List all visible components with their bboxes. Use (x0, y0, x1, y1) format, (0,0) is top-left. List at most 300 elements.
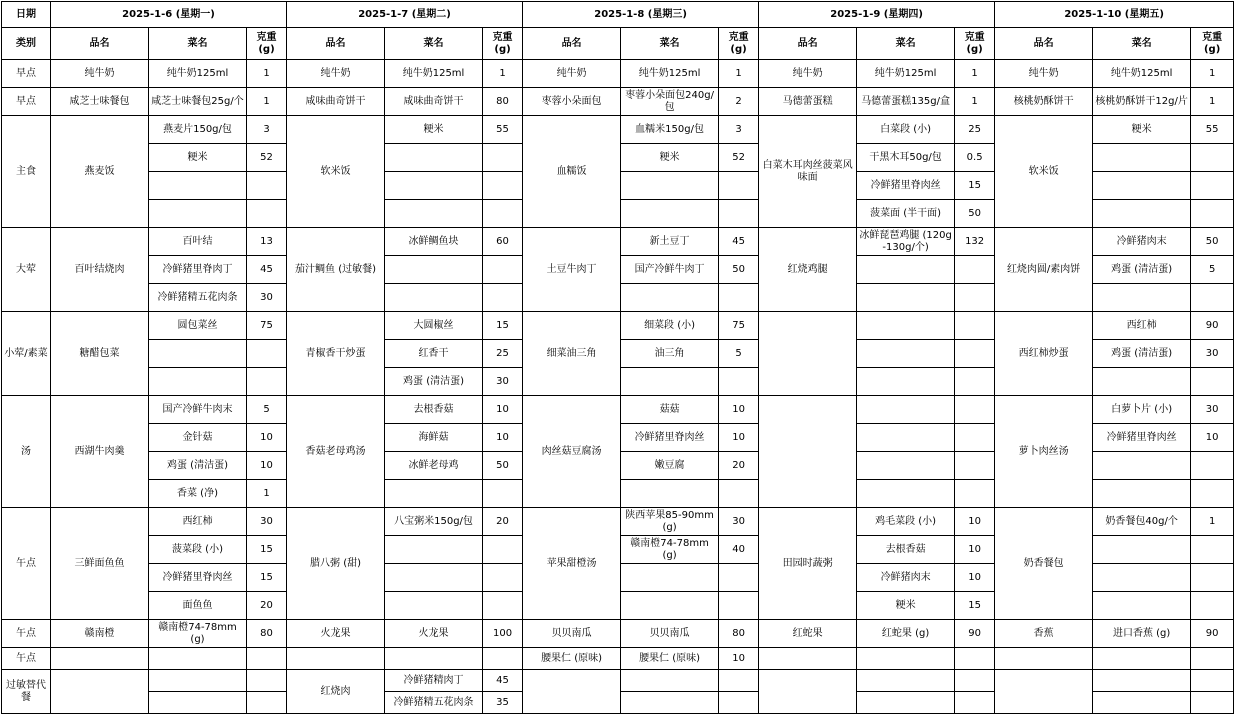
ingredient-weight: 3 (247, 116, 287, 144)
ingredient-name (857, 368, 955, 396)
ingredient-weight (1191, 648, 1234, 670)
ingredient-weight: 15 (955, 172, 995, 200)
ingredient-weight (483, 144, 523, 172)
category-label: 主食 (2, 116, 51, 228)
weight-header: 克重 (g) (955, 28, 995, 60)
ingredient-name: 细菜段 (小) (621, 312, 719, 340)
ingredient-weight: 10 (955, 564, 995, 592)
ingredient-weight: 50 (483, 452, 523, 480)
dish-name: 香蕉 (995, 620, 1093, 648)
ingredient-weight: 5 (1191, 256, 1234, 284)
ingredient-name (621, 368, 719, 396)
ingredient-weight: 5 (247, 396, 287, 424)
dish-name: 血糯饭 (523, 116, 621, 228)
ingredient-weight: 90 (1191, 312, 1234, 340)
category-label: 小荤/素菜 (2, 312, 51, 396)
dish-name (995, 648, 1093, 670)
ingredient-weight: 45 (483, 670, 523, 692)
ingredient-header: 菜名 (621, 28, 719, 60)
ingredient-weight (1191, 200, 1234, 228)
ingredient-name: 马德蕾蛋糕135g/盒 (857, 88, 955, 116)
ingredient-weight: 45 (247, 256, 287, 284)
ingredient-weight (483, 564, 523, 592)
ingredient-weight (955, 340, 995, 368)
ingredient-name (1093, 144, 1191, 172)
dish-name: 核桃奶酥饼干 (995, 88, 1093, 116)
dish-name: 腰果仁 (原味) (523, 648, 621, 670)
ingredient-weight: 80 (483, 88, 523, 116)
ingredient-weight (955, 368, 995, 396)
ingredient-name: 去根香菇 (857, 536, 955, 564)
dish-name: 香菇老母鸡汤 (287, 396, 385, 508)
ingredient-weight: 30 (483, 368, 523, 396)
ingredient-name (149, 368, 247, 396)
ingredient-name: 去根香菇 (385, 396, 483, 424)
ingredient-name (857, 396, 955, 424)
ingredient-weight: 10 (483, 424, 523, 452)
dish-name: 纯牛奶 (51, 60, 149, 88)
ingredient-name: 燕麦片150g/包 (149, 116, 247, 144)
ingredient-header: 菜名 (385, 28, 483, 60)
ingredient-name (149, 692, 247, 714)
weight-header: 克重 (g) (483, 28, 523, 60)
ingredient-name: 核桃奶酥饼干12g/片 (1093, 88, 1191, 116)
category-header: 类别 (2, 28, 51, 60)
ingredient-name (149, 648, 247, 670)
ingredient-weight (1191, 480, 1234, 508)
dish-name: 红烧肉圆/素肉饼 (995, 228, 1093, 312)
ingredient-weight: 10 (955, 508, 995, 536)
ingredient-name: 面鱼鱼 (149, 592, 247, 620)
ingredient-name (857, 284, 955, 312)
ingredient-name (149, 172, 247, 200)
ingredient-name: 国产冷鲜牛肉末 (149, 396, 247, 424)
ingredient-weight (483, 284, 523, 312)
ingredient-weight: 10 (483, 396, 523, 424)
ingredient-weight (719, 564, 759, 592)
ingredient-header: 菜名 (1093, 28, 1191, 60)
ingredient-weight: 10 (719, 396, 759, 424)
ingredient-name: 冰鲜老母鸡 (385, 452, 483, 480)
dish-name: 茄汁鲷鱼 (过敏餐) (287, 228, 385, 312)
ingredient-weight (483, 648, 523, 670)
ingredient-name: 干黑木耳50g/包 (857, 144, 955, 172)
ingredient-weight: 20 (483, 508, 523, 536)
ingredient-weight: 100 (483, 620, 523, 648)
ingredient-weight (1191, 368, 1234, 396)
dish-name: 火龙果 (287, 620, 385, 648)
ingredient-weight: 1 (719, 60, 759, 88)
ingredient-weight: 45 (719, 228, 759, 256)
ingredient-name (385, 200, 483, 228)
ingredient-weight (955, 312, 995, 340)
ingredient-name: 咸味曲奇饼干 (385, 88, 483, 116)
ingredient-weight: 20 (719, 452, 759, 480)
ingredient-weight (247, 648, 287, 670)
ingredient-name: 腰果仁 (原味) (621, 648, 719, 670)
ingredient-weight: 1 (1191, 508, 1234, 536)
ingredient-name: 冷鲜猪肉末 (1093, 228, 1191, 256)
dish-name (51, 648, 149, 670)
ingredient-weight (1191, 144, 1234, 172)
ingredient-name: 枣蓉小朵面包240g/包 (621, 88, 719, 116)
ingredient-name: 新土豆丁 (621, 228, 719, 256)
day-date: 2025-1-9 (星期四) (759, 2, 995, 28)
dish-header: 品名 (287, 28, 385, 60)
ingredient-name: 冷鲜猪精五花肉条 (149, 284, 247, 312)
ingredient-name: 西红柿 (149, 508, 247, 536)
ingredient-name (857, 480, 955, 508)
ingredient-name: 冷鲜猪精五花肉条 (385, 692, 483, 714)
ingredient-weight: 2 (719, 88, 759, 116)
dish-name: 腊八粥 (甜) (287, 508, 385, 620)
ingredient-name: 粳米 (1093, 116, 1191, 144)
ingredient-weight: 52 (719, 144, 759, 172)
dish-name: 三鲜面鱼鱼 (51, 508, 149, 620)
dish-name: 青椒香干炒蛋 (287, 312, 385, 396)
ingredient-name (621, 564, 719, 592)
dish-name: 纯牛奶 (995, 60, 1093, 88)
ingredient-weight (719, 200, 759, 228)
ingredient-name (857, 312, 955, 340)
ingredient-name (1093, 284, 1191, 312)
ingredient-name (1093, 480, 1191, 508)
ingredient-weight: 13 (247, 228, 287, 256)
ingredient-weight (247, 670, 287, 692)
ingredient-name: 纯牛奶125ml (385, 60, 483, 88)
ingredient-name (857, 670, 955, 692)
ingredient-weight (719, 480, 759, 508)
ingredient-weight: 10 (719, 648, 759, 670)
ingredient-weight: 80 (247, 620, 287, 648)
ingredient-name (621, 592, 719, 620)
category-label: 大荤 (2, 228, 51, 312)
ingredient-name (1093, 452, 1191, 480)
dish-name: 西红柿炒蛋 (995, 312, 1093, 396)
category-label: 早点 (2, 88, 51, 116)
ingredient-weight: 30 (1191, 396, 1234, 424)
dish-header: 品名 (51, 28, 149, 60)
ingredient-weight (1191, 670, 1234, 692)
ingredient-weight: 15 (247, 536, 287, 564)
ingredient-name: 贝贝南瓜 (621, 620, 719, 648)
dish-name: 细菜油三角 (523, 312, 621, 396)
ingredient-name: 冷鲜猪里脊肉丝 (857, 172, 955, 200)
ingredient-name (621, 480, 719, 508)
dish-name: 软米饭 (287, 116, 385, 228)
ingredient-weight: 10 (955, 536, 995, 564)
ingredient-weight: 1 (247, 88, 287, 116)
ingredient-weight: 30 (247, 508, 287, 536)
ingredient-name: 红香干 (385, 340, 483, 368)
ingredient-name: 纯牛奶125ml (621, 60, 719, 88)
dish-name: 西湖牛肉羹 (51, 396, 149, 508)
dish-name: 田园时蔬粥 (759, 508, 857, 620)
ingredient-name (1093, 564, 1191, 592)
ingredient-weight: 40 (719, 536, 759, 564)
ingredient-weight: 15 (483, 312, 523, 340)
ingredient-weight (483, 536, 523, 564)
ingredient-weight (1191, 592, 1234, 620)
dish-name: 红蛇果 (759, 620, 857, 648)
dish-name: 肉丝菇豆腐汤 (523, 396, 621, 508)
weekly-menu-table (1, 1, 1234, 714)
ingredient-weight: 30 (247, 284, 287, 312)
dish-name: 萝卜肉丝汤 (995, 396, 1093, 508)
ingredient-name (857, 424, 955, 452)
dish-name (759, 396, 857, 508)
dish-name: 燕麦饭 (51, 116, 149, 228)
ingredient-weight: 55 (483, 116, 523, 144)
ingredient-weight (955, 670, 995, 692)
ingredient-weight (247, 200, 287, 228)
ingredient-name (1093, 172, 1191, 200)
ingredient-weight (483, 480, 523, 508)
ingredient-name: 八宝粥米150g/包 (385, 508, 483, 536)
ingredient-name: 红蛇果 (g) (857, 620, 955, 648)
ingredient-name: 冷鲜猪里脊肉丁 (149, 256, 247, 284)
ingredient-name: 粳米 (385, 116, 483, 144)
ingredient-name: 火龙果 (385, 620, 483, 648)
ingredient-name: 粳米 (621, 144, 719, 172)
dish-name: 咸芝士味餐包 (51, 88, 149, 116)
ingredient-name: 鸡蛋 (清洁蛋) (149, 452, 247, 480)
ingredient-weight: 1 (1191, 60, 1234, 88)
ingredient-weight (955, 692, 995, 714)
ingredient-name: 奶香餐包40g/个 (1093, 508, 1191, 536)
ingredient-name: 菇菇 (621, 396, 719, 424)
day-date: 2025-1-6 (星期一) (51, 2, 287, 28)
ingredient-name: 嫩豆腐 (621, 452, 719, 480)
dish-name: 纯牛奶 (523, 60, 621, 88)
ingredient-name: 白萝卜片 (小) (1093, 396, 1191, 424)
ingredient-weight: 90 (1191, 620, 1234, 648)
ingredient-name: 国产冷鲜牛肉丁 (621, 256, 719, 284)
ingredient-name: 咸芝士味餐包25g/个 (149, 88, 247, 116)
ingredient-weight: 30 (1191, 340, 1234, 368)
ingredient-name (385, 592, 483, 620)
day-date: 2025-1-8 (星期三) (523, 2, 759, 28)
ingredient-name: 鸡蛋 (清洁蛋) (1093, 340, 1191, 368)
ingredient-weight (483, 172, 523, 200)
category-label: 过敏替代餐 (2, 670, 51, 714)
ingredient-name: 赣南橙74-78mm (g) (621, 536, 719, 564)
dish-name (759, 648, 857, 670)
ingredient-weight (719, 172, 759, 200)
ingredient-weight (483, 592, 523, 620)
ingredient-name (149, 670, 247, 692)
ingredient-weight: 35 (483, 692, 523, 714)
ingredient-weight (1191, 692, 1234, 714)
ingredient-weight (955, 648, 995, 670)
ingredient-weight (1191, 452, 1234, 480)
ingredient-name (1093, 368, 1191, 396)
ingredient-weight (955, 284, 995, 312)
ingredient-name: 海鲜菇 (385, 424, 483, 452)
category-label: 午点 (2, 648, 51, 670)
ingredient-name (1093, 670, 1191, 692)
dish-name: 软米饭 (995, 116, 1093, 228)
dish-name: 贝贝南瓜 (523, 620, 621, 648)
ingredient-weight: 50 (719, 256, 759, 284)
ingredient-weight: 25 (483, 340, 523, 368)
ingredient-name (149, 200, 247, 228)
ingredient-name (1093, 536, 1191, 564)
dish-name: 纯牛奶 (287, 60, 385, 88)
ingredient-name: 金针菇 (149, 424, 247, 452)
ingredient-weight: 75 (247, 312, 287, 340)
ingredient-weight: 60 (483, 228, 523, 256)
ingredient-weight (719, 670, 759, 692)
ingredient-weight: 3 (719, 116, 759, 144)
dish-name: 苹果甜橙汤 (523, 508, 621, 620)
ingredient-weight (1191, 564, 1234, 592)
ingredient-weight (955, 480, 995, 508)
dish-name (51, 670, 149, 714)
dish-name: 红烧肉 (287, 670, 385, 714)
dish-name: 红烧鸡腿 (759, 228, 857, 312)
ingredient-name: 赣南橙74-78mm (g) (149, 620, 247, 648)
ingredient-weight (1191, 172, 1234, 200)
ingredient-name (1093, 692, 1191, 714)
ingredient-name (385, 648, 483, 670)
ingredient-name: 西红柿 (1093, 312, 1191, 340)
ingredient-weight: 25 (955, 116, 995, 144)
ingredient-weight: 1 (247, 480, 287, 508)
dish-name: 纯牛奶 (759, 60, 857, 88)
ingredient-name: 粳米 (857, 592, 955, 620)
ingredient-name: 油三角 (621, 340, 719, 368)
ingredient-weight: 1 (483, 60, 523, 88)
ingredient-name: 冰鲜鲷鱼块 (385, 228, 483, 256)
ingredient-weight (955, 396, 995, 424)
date-label: 日期 (2, 2, 51, 28)
ingredient-weight: 80 (719, 620, 759, 648)
dish-header: 品名 (759, 28, 857, 60)
ingredient-name (1093, 200, 1191, 228)
ingredient-weight (719, 368, 759, 396)
dish-name: 糖醋包菜 (51, 312, 149, 396)
day-date: 2025-1-10 (星期五) (995, 2, 1234, 28)
ingredient-weight (1191, 284, 1234, 312)
ingredient-name (385, 256, 483, 284)
ingredient-name: 鸡蛋 (清洁蛋) (1093, 256, 1191, 284)
dish-name: 枣蓉小朵面包 (523, 88, 621, 116)
ingredient-weight (955, 256, 995, 284)
ingredient-name: 百叶结 (149, 228, 247, 256)
ingredient-weight: 50 (1191, 228, 1234, 256)
ingredient-weight: 20 (247, 592, 287, 620)
ingredient-weight: 10 (247, 424, 287, 452)
ingredient-name (857, 692, 955, 714)
ingredient-weight (719, 592, 759, 620)
ingredient-name: 菠菜段 (小) (149, 536, 247, 564)
ingredient-name: 鸡蛋 (清洁蛋) (385, 368, 483, 396)
dish-name: 马德蕾蛋糕 (759, 88, 857, 116)
ingredient-name: 圆包菜丝 (149, 312, 247, 340)
ingredient-name (385, 480, 483, 508)
weight-header: 克重 (g) (1191, 28, 1234, 60)
dish-name (995, 670, 1093, 714)
category-label: 午点 (2, 508, 51, 620)
ingredient-name (385, 172, 483, 200)
ingredient-name (149, 340, 247, 368)
ingredient-weight (483, 200, 523, 228)
ingredient-weight: 50 (955, 200, 995, 228)
ingredient-weight: 52 (247, 144, 287, 172)
ingredient-weight: 90 (955, 620, 995, 648)
ingredient-name (385, 536, 483, 564)
ingredient-name: 冰鲜琵琶鸡腿 (120g-130g/个) (857, 228, 955, 256)
ingredient-name: 冷鲜猪肉末 (857, 564, 955, 592)
dish-name: 奶香餐包 (995, 508, 1093, 620)
ingredient-name: 香菜 (净) (149, 480, 247, 508)
category-label: 午点 (2, 620, 51, 648)
ingredient-name (621, 670, 719, 692)
ingredient-weight (247, 172, 287, 200)
ingredient-name: 大圆椒丝 (385, 312, 483, 340)
ingredient-name: 白菜段 (小) (857, 116, 955, 144)
ingredient-name (385, 564, 483, 592)
dish-name (759, 312, 857, 396)
ingredient-weight: 55 (1191, 116, 1234, 144)
ingredient-name: 冷鲜猪里脊肉丝 (149, 564, 247, 592)
category-label: 汤 (2, 396, 51, 508)
dish-name (523, 670, 621, 714)
ingredient-weight: 10 (1191, 424, 1234, 452)
dish-header: 品名 (995, 28, 1093, 60)
ingredient-name: 血糯米150g/包 (621, 116, 719, 144)
ingredient-weight: 30 (719, 508, 759, 536)
ingredient-name: 进口香蕉 (g) (1093, 620, 1191, 648)
ingredient-name: 冷鲜猪里脊肉丝 (621, 424, 719, 452)
ingredient-name: 陕西苹果85-90mm (g) (621, 508, 719, 536)
ingredient-name: 冷鲜猪精肉丁 (385, 670, 483, 692)
ingredient-name: 鸡毛菜段 (小) (857, 508, 955, 536)
ingredient-weight (719, 692, 759, 714)
ingredient-name (621, 692, 719, 714)
ingredient-weight: 10 (719, 424, 759, 452)
ingredient-name (1093, 592, 1191, 620)
ingredient-weight (719, 284, 759, 312)
ingredient-weight: 75 (719, 312, 759, 340)
ingredient-weight: 1 (955, 88, 995, 116)
ingredient-weight: 10 (247, 452, 287, 480)
ingredient-name: 纯牛奶125ml (1093, 60, 1191, 88)
ingredient-name (385, 144, 483, 172)
ingredient-name (857, 648, 955, 670)
ingredient-weight: 1 (1191, 88, 1234, 116)
ingredient-header: 菜名 (149, 28, 247, 60)
weight-header: 克重 (g) (247, 28, 287, 60)
ingredient-weight: 5 (719, 340, 759, 368)
ingredient-weight: 0.5 (955, 144, 995, 172)
ingredient-weight: 132 (955, 228, 995, 256)
ingredient-weight: 1 (955, 60, 995, 88)
ingredient-weight (247, 340, 287, 368)
ingredient-weight (247, 368, 287, 396)
ingredient-name (621, 172, 719, 200)
ingredient-weight (1191, 536, 1234, 564)
ingredient-name: 菠菜面 (半干面) (857, 200, 955, 228)
ingredient-name: 纯牛奶125ml (857, 60, 955, 88)
ingredient-name (1093, 648, 1191, 670)
ingredient-name (385, 284, 483, 312)
dish-name (287, 648, 385, 670)
ingredient-header: 菜名 (857, 28, 955, 60)
ingredient-name: 冷鲜猪里脊肉丝 (1093, 424, 1191, 452)
ingredient-name (621, 284, 719, 312)
